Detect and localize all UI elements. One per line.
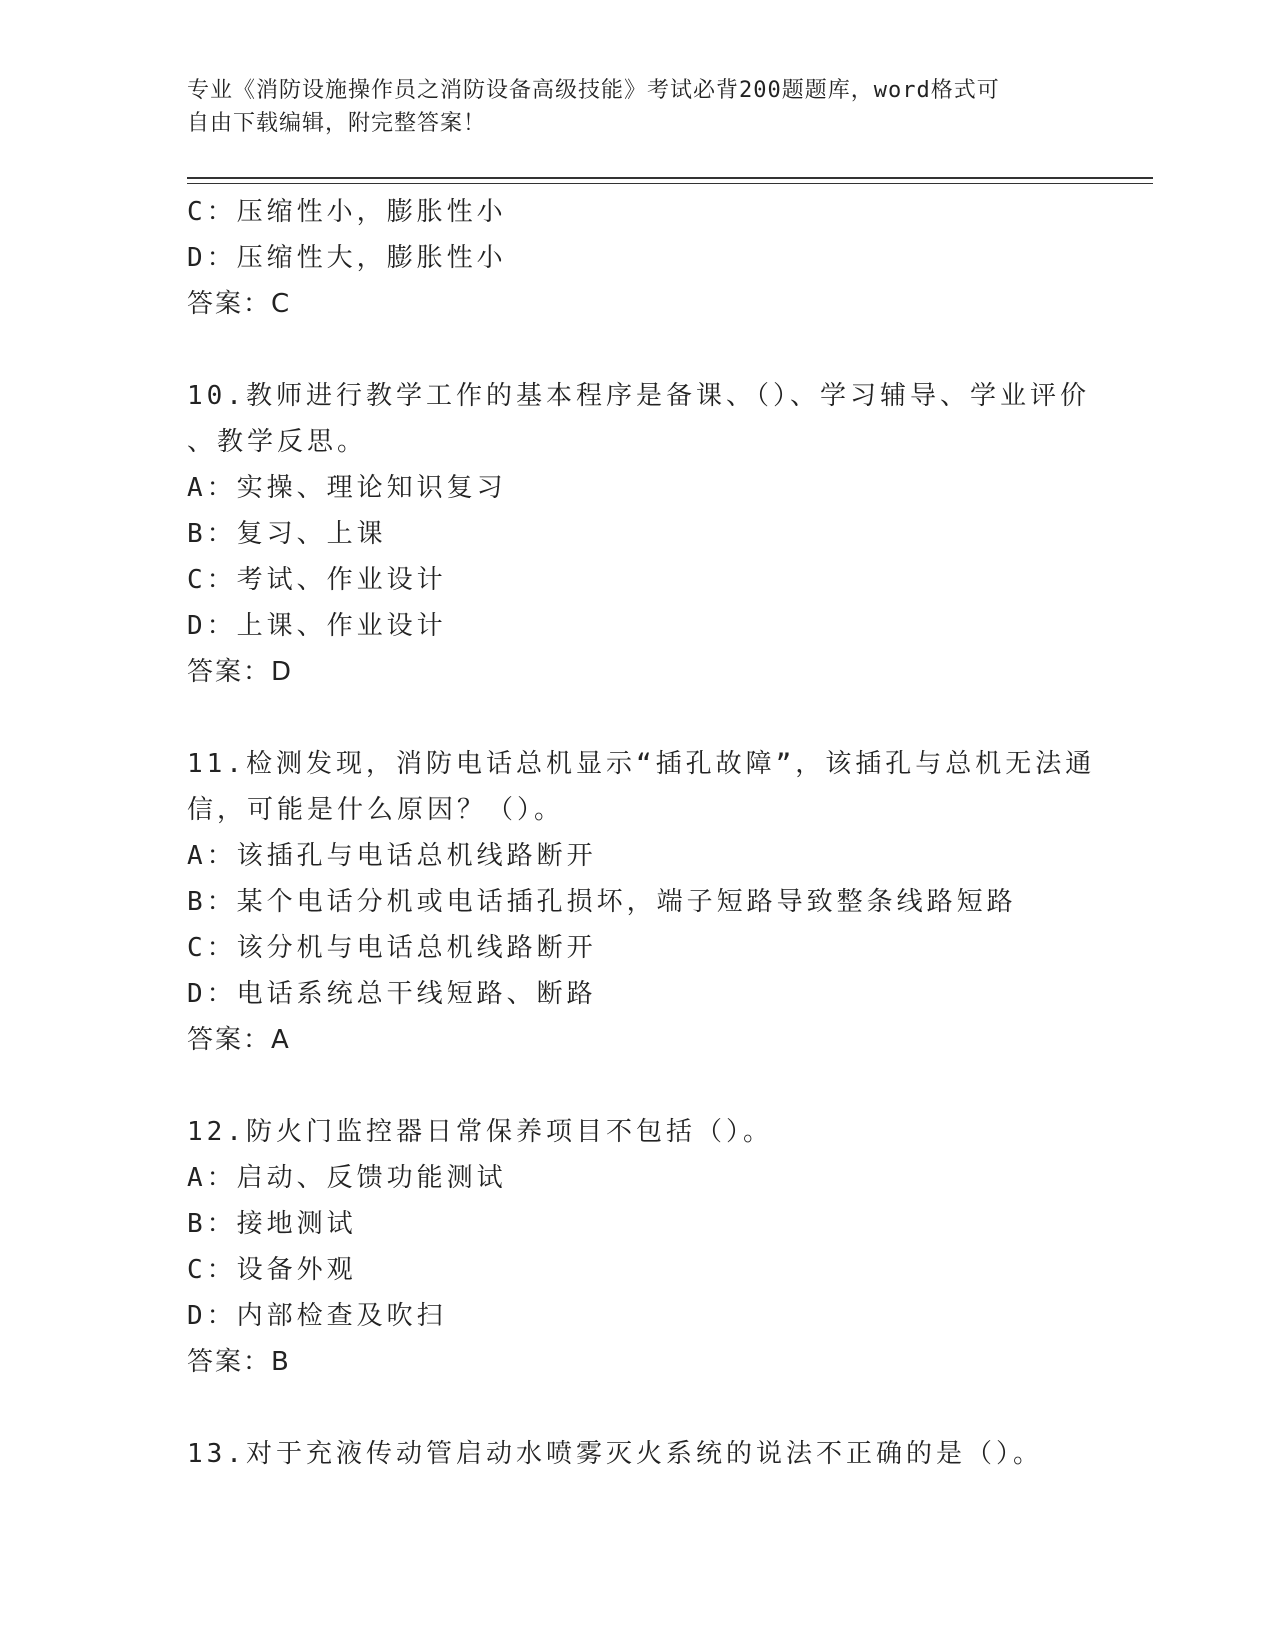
option-b: B：复习、上课: [187, 519, 387, 549]
option-a: A：该插孔与电话总机线路断开: [187, 841, 597, 871]
spacer: [187, 1063, 1153, 1109]
question-stem: 12.防火门监控器日常保养项目不包括（）。: [187, 1117, 773, 1147]
question-stem-continued: 、教学反思。: [187, 427, 368, 457]
option-d: D：电话系统总干线短路、断路: [187, 979, 597, 1009]
question-stem: 13.对于充液传动管启动水喷雾灭火系统的说法不正确的是（）。: [187, 1439, 1043, 1469]
spacer: [187, 695, 1153, 741]
question-12: [187, 1109, 1153, 1385]
spacer: [187, 327, 1153, 373]
option-a: A：实操、理论知识复习: [187, 473, 507, 503]
question-stem: 10.教师进行教学工作的基本程序是备课、（）、学习辅导、学业评价: [187, 381, 1090, 411]
question-stem: 11.检测发现，消防电话总机显示“插孔故障”，该插孔与总机无法通: [187, 749, 1096, 779]
question-9-continued: [187, 189, 1153, 327]
header-divider-thin: [187, 183, 1153, 184]
answer-line: 答案：B: [187, 1347, 291, 1377]
header-divider-thick: [187, 177, 1153, 179]
option-d: D：上课、作业设计: [187, 611, 447, 641]
header-line-1: 专业《消防设施操作员之消防设备高级技能》考试必背200题题库，word格式可: [187, 78, 1000, 103]
header-line-2: 自由下载编辑，附完整答案！: [187, 111, 487, 136]
question-list: [187, 189, 1153, 1477]
option-b: B：接地测试: [187, 1209, 357, 1239]
option-b: B：某个电话分机或电话插孔损坏，端子短路导致整条线路短路: [187, 887, 1017, 917]
option-c: C：压缩性小，膨胀性小: [187, 197, 507, 227]
option-d: D：内部检查及吹扫: [187, 1301, 447, 1331]
document-header: [187, 74, 1087, 140]
answer-line: 答案：C: [187, 289, 292, 319]
answer-line: 答案：A: [187, 1025, 291, 1055]
option-c: C：该分机与电话总机线路断开: [187, 933, 597, 963]
question-13: [187, 1431, 1153, 1477]
option-c: C：设备外观: [187, 1255, 357, 1285]
question-stem-continued: 信，可能是什么原因？（）。: [187, 795, 565, 825]
option-a: A：启动、反馈功能测试: [187, 1163, 507, 1193]
option-d: D：压缩性大，膨胀性小: [187, 243, 507, 273]
option-c: C：考试、作业设计: [187, 565, 447, 595]
question-11: [187, 741, 1153, 1063]
answer-line: 答案：D: [187, 657, 294, 687]
question-10: [187, 373, 1153, 695]
spacer: [187, 1385, 1153, 1431]
